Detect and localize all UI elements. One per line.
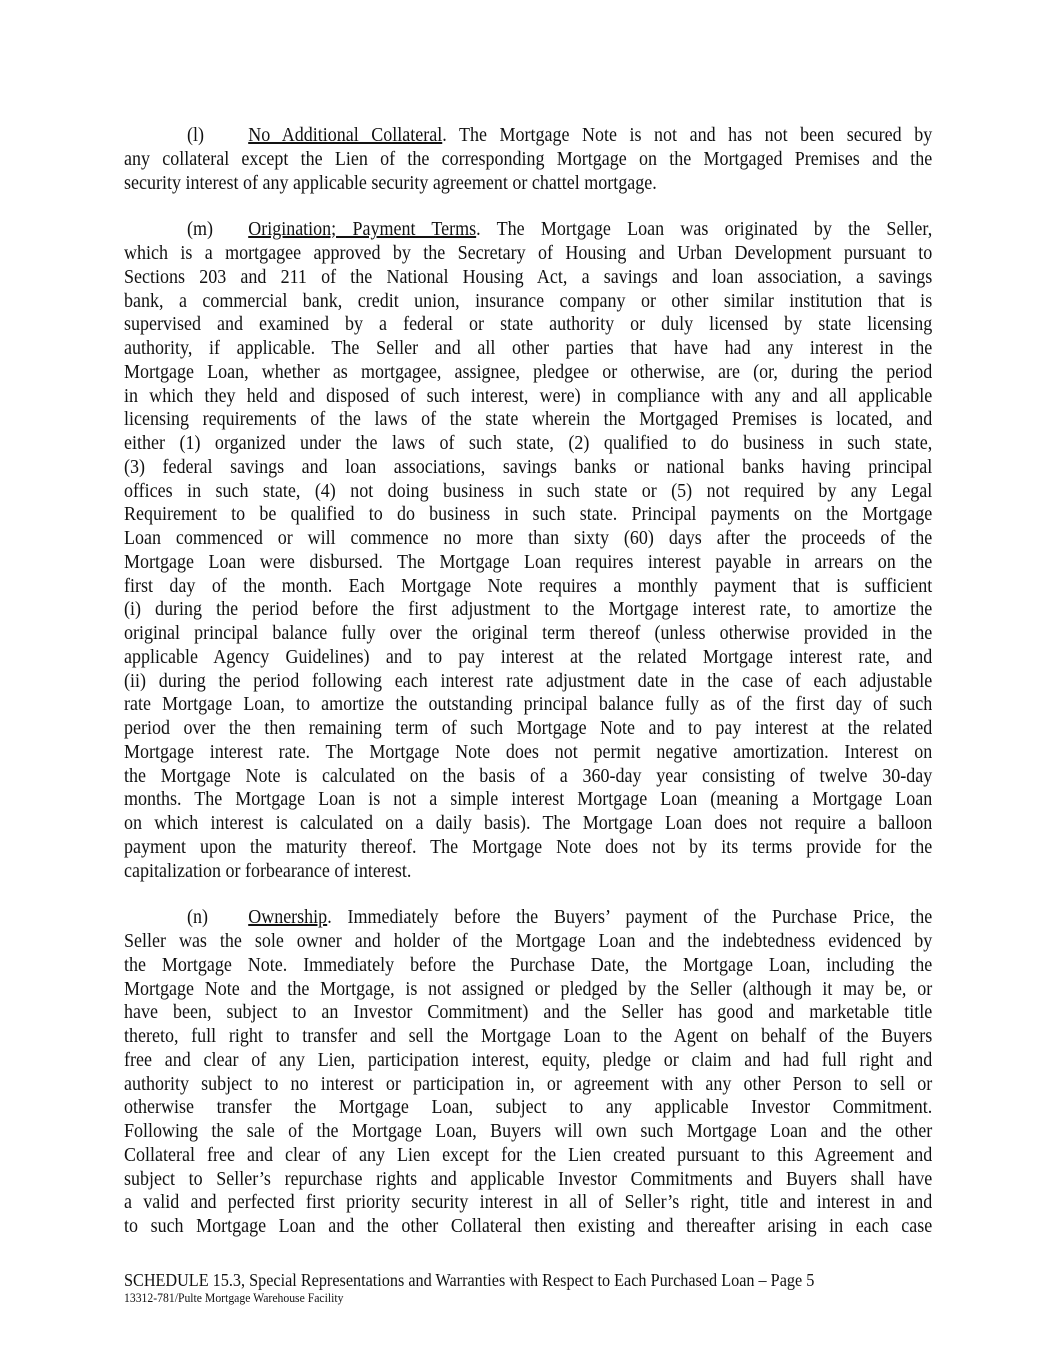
document-body: [124, 124, 932, 1262]
text-line: original principal balance fully over the original term thereof (unless otherwise provided in the: [124, 622, 933, 644]
line-text: . The Mortgage Loan was originated by the Seller,: [476, 218, 933, 241]
text-line: a valid and perfected first priority security interest in all of Seller’s right, title and interest in and: [124, 1191, 933, 1214]
text-line: period over the then remaining term of such Mortgage Note and to pay interest at the related: [124, 717, 933, 739]
text-line: otherwise transfer the Mortgage Loan, subject to any applicable Investor Commitment.: [124, 1096, 933, 1119]
text-line: either (1) organized under the laws of such state, (2) qualified to do business in such state,: [124, 432, 933, 454]
text-line: in which they held and disposed of such interest, were) in compliance with any and all applicable: [124, 384, 933, 407]
line-text: . Immediately before the Buyers’ payment of the Purchase Price, the: [327, 906, 933, 929]
section-heading: Origination; Payment Terms: [248, 218, 477, 241]
section-number: (m): [187, 218, 214, 241]
text-line: Mortgage Loan, whether as mortgagee, assignee, pledgee or otherwise, are (or, during the period: [124, 360, 933, 383]
text-line: which is a mortgagee approved by the Secretary of Housing and Urban Development pursuant to: [124, 242, 933, 264]
text-line: applicable Agency Guidelines) and to pay interest at the related Mortgage interest rate, and: [124, 645, 933, 668]
text-line: supervised and examined by a federal or state authority or duly licensed by state licensing: [124, 313, 933, 336]
text-line: licensing requirements of the laws of the state wherein the Mortgaged Premises is located, and: [124, 408, 933, 431]
section-heading: No Additional Collateral: [248, 124, 443, 146]
text-line: Loan commenced or will commence no more than sixty (60) days after the proceeds of the: [124, 527, 933, 549]
section-heading: Ownership: [248, 906, 328, 929]
text-line: months. The Mortgage Loan is not a simple interest Mortgage Loan (meaning a Mortgage Loan: [124, 788, 933, 811]
text-line: Mortgage interest rate. The Mortgage Note does not permit negative amortization. Interest on: [124, 740, 933, 763]
paragraph: [124, 218, 932, 883]
text-line: Collateral free and clear of any Lien except for the Lien created pursuant to this Agreement and: [124, 1143, 933, 1166]
paragraph-first-line: [124, 124, 932, 148]
text-line: thereto, full right to transfer and sell the Mortgage Loan to the Agent on behalf of the Buyers: [124, 1025, 933, 1047]
text-line: security interest of any applicable security agreement or chattel mortgage.: [124, 171, 657, 194]
text-line: have been, subject to an Investor Commitment) and the Seller has good and marketable title: [124, 1001, 933, 1024]
text-line: authority subject to no interest or participation in, or agreement with any other Person to sell or: [124, 1072, 933, 1095]
paragraph-first-line: [124, 906, 932, 930]
text-line: rate Mortgage Loan, to amortize the outstanding principal balance fully as of the first day of such: [124, 693, 933, 716]
text-line: authority, if applicable. The Seller and all other parties that have had any interest in the: [124, 337, 933, 359]
text-line: Mortgage Note and the Mortgage, is not assigned or pledged by the Seller (although it may be, or: [124, 977, 933, 1000]
text-line: offices in such state, (4) not doing business in such state or (5) not required by any Legal: [124, 479, 933, 502]
text-line: any collateral except the Lien of the corresponding Mortgage on the Mortgaged Premises and the: [124, 147, 933, 170]
text-line: first day of the month. Each Mortgage Note requires a monthly payment that is sufficient: [124, 574, 933, 597]
footer-schedule-title: SCHEDULE 15.3, Special Representations and Warranties with Respect to Each Purchased Loan – Page 5: [124, 1270, 815, 1290]
paragraph: [124, 906, 932, 1239]
text-line: bank, a commercial bank, credit union, insurance company or other similar institution that is: [124, 289, 933, 312]
text-line: the Mortgage Note is calculated on the basis of a 360-day year consisting of twelve 30-day: [124, 764, 933, 787]
paragraph: [124, 124, 932, 195]
text-line: subject to Seller’s repurchase rights and applicable Investor Commitments and Buyers shall have: [124, 1167, 933, 1190]
text-line: Sections 203 and 211 of the National Housing Act, a savings and loan association, a savings: [124, 265, 933, 288]
text-line: (3) federal savings and loan associations, savings banks or national banks having principal: [124, 455, 933, 478]
text-line: free and clear of any Lien, participation interest, equity, pledge or claim and had full right and: [124, 1048, 933, 1071]
text-line: Requirement to be qualified to do business in such state. Principal payments on the Mortgage: [124, 503, 933, 526]
text-line: on which interest is calculated on a daily basis). The Mortgage Loan does not require a balloon: [124, 812, 933, 834]
text-line: (ii) during the period following each interest rate adjustment date in the case of each adjustable: [124, 669, 933, 692]
text-line: payment upon the maturity thereof. The Mortgage Note does not by its terms provide for the: [124, 835, 933, 858]
line-text: . The Mortgage Note is not and has not been secured by: [442, 124, 933, 146]
text-line: the Mortgage Note. Immediately before the Purchase Date, the Mortgage Loan, including the: [124, 953, 933, 976]
paragraph-first-line: [124, 218, 932, 242]
section-number: (n): [187, 906, 208, 929]
text-line: capitalization or forbearance of interest.: [124, 859, 412, 882]
text-line: Seller was the sole owner and holder of the Mortgage Loan and the indebtedness evidenced by: [124, 930, 933, 952]
text-line: Mortgage Loan were disbursed. The Mortgage Loan requires interest payable in arrears on the: [124, 550, 933, 573]
page-footer: [124, 1270, 934, 1306]
text-line: Following the sale of the Mortgage Loan, Buyers will own such Mortgage Loan and the other: [124, 1120, 933, 1142]
text-line: to such Mortgage Loan and the other Collateral then existing and thereafter arising in each case: [124, 1215, 933, 1237]
text-line: (i) during the period before the first adjustment to the Mortgage interest rate, to amortize the: [124, 598, 933, 621]
footer-document-id: 13312-781/Pulte Mortgage Warehouse Facility: [124, 1290, 344, 1305]
section-number: (l): [187, 124, 205, 146]
